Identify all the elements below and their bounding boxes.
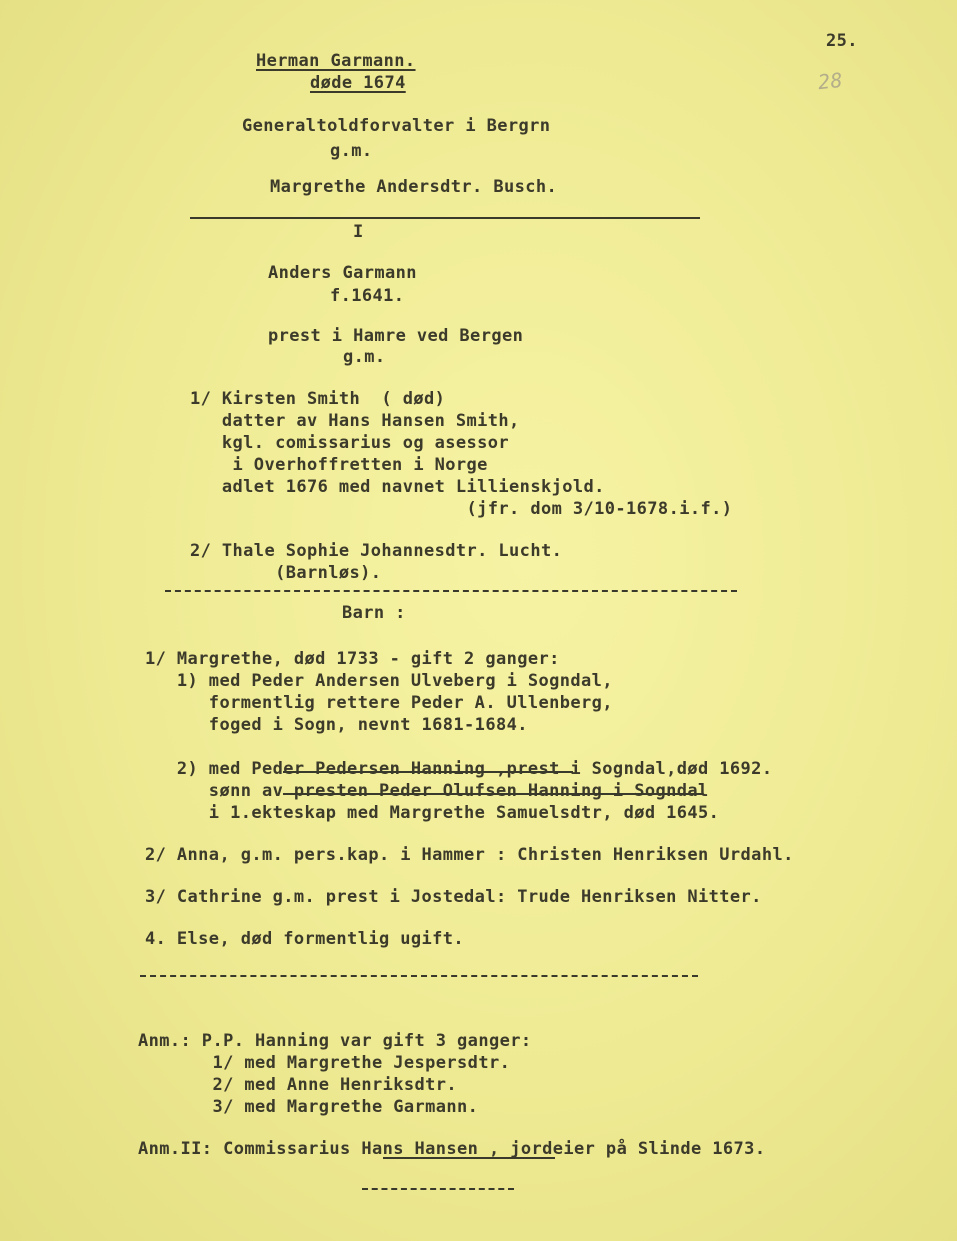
children-heading: Barn : — [342, 603, 406, 623]
underline-hanning — [283, 771, 573, 773]
herman-name: Herman Garmann. — [256, 51, 416, 71]
marriage-2-line: (Barnløs). — [190, 563, 382, 583]
herman-title: Generaltoldforvalter i Bergrn — [242, 116, 551, 136]
marriage-1-line: datter av Hans Hansen Smith, — [190, 411, 520, 431]
marriage-1-line: 1/ Kirsten Smith ( død) — [190, 389, 446, 409]
anders-title: prest i Hamre ved Bergen — [268, 326, 524, 346]
note-2: Anm.II: Commissarius Hans Hansen , jordeier på Slinde 1673. — [138, 1139, 766, 1159]
note-1-line: 3/ med Margrethe Garmann. — [138, 1097, 479, 1117]
dashed-separator — [140, 975, 698, 977]
child-1-second-line: 2) med Peder Pedersen Hanning ,prest i Sogndal,død 1692. — [145, 759, 773, 779]
child-4-else: 4. Else, død formentlig ugift. — [145, 929, 465, 949]
marriage-1-line: i Overhoffretten i Norge — [190, 455, 488, 475]
underline-hanning-father — [283, 793, 703, 795]
dashed-end-mark — [362, 1188, 514, 1190]
marriage-1-line: (jfr. dom 3/10-1678.i.f.) — [190, 499, 733, 519]
page-number: 25. — [826, 31, 858, 51]
child-marker: I — [353, 222, 364, 242]
note-1-line: Anm.: P.P. Hanning var gift 3 ganger: — [138, 1031, 532, 1051]
underline-hans-hansen — [383, 1157, 555, 1159]
child-2-anna: 2/ Anna, g.m. pers.kap. i Hammer : Christen Henriksen Urdahl. — [145, 845, 794, 865]
child-1-head: 1/ Margrethe, død 1733 - gift 2 ganger: — [145, 649, 560, 669]
anders-born: f.1641. — [330, 286, 405, 306]
marriage-1-line: kgl. comissarius og asessor — [190, 433, 510, 453]
note-1-line: 2/ med Anne Henriksdtr. — [138, 1075, 458, 1095]
dashed-separator — [165, 590, 737, 592]
herman-married: g.m. — [330, 141, 373, 161]
pencil-annotation: 28 — [816, 67, 845, 95]
separator-line — [190, 217, 700, 219]
child-1-second-line: sønn av presten Peder Olufsen Hanning i Sogndal — [145, 781, 709, 801]
note-1-line: 1/ med Margrethe Jespersdtr. — [138, 1053, 511, 1073]
child-1-second-line: i 1.ekteskap med Margrethe Samuelsdtr, død 1645. — [145, 803, 720, 823]
anders-name: Anders Garmann — [268, 263, 417, 283]
herman-died: døde 1674 — [310, 73, 406, 93]
child-1-first-line: 1) med Peder Andersen Ulveberg i Sogndal, — [145, 671, 613, 691]
anders-married: g.m. — [343, 347, 386, 367]
child-1-first-line: foged i Sogn, nevnt 1681-1684. — [145, 715, 528, 735]
child-3-cathrine: 3/ Cathrine g.m. prest i Jostedal: Trude Henriksen Nitter. — [145, 887, 762, 907]
herman-spouse: Margrethe Andersdtr. Busch. — [270, 177, 558, 197]
marriage-1-line: adlet 1676 med navnet Lillienskjold. — [190, 477, 605, 497]
marriage-2-line: 2/ Thale Sophie Johannesdtr. Lucht. — [190, 541, 563, 561]
child-1-first-line: formentlig rettere Peder A. Ullenberg, — [145, 693, 613, 713]
